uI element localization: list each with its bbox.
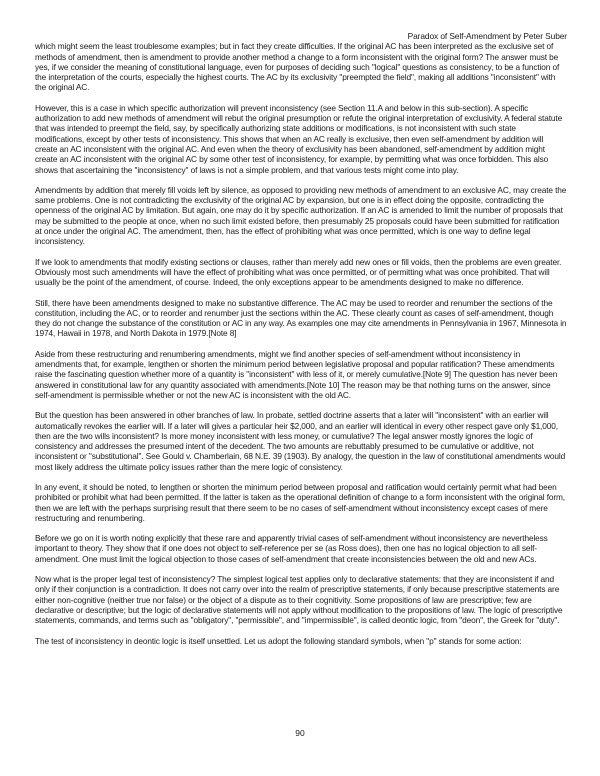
paragraph-8: In any event, it should be noted, to lengthen or shorten the minimum period between proposal and ratification would certainly permit what had been prohibited or prohibit what had been permitted. If the latter is taken as the operational definition of change to a form inconsistent with the original form, then we are left with the perhaps surprising result that there seem to be no cases of self-amendment without inconsistency except cases of mere restructuring and renumbering. bbox=[35, 481, 565, 523]
paragraph-4: If we look to amendments that modify existing sections or clauses, rather than merely add new ones or fill voids, then the problems are even greater. Obviously most such amendments will have the effect of prohibiting what was once permitted, or of permitting what was once prohibited. That will usually be the point of the amendment, of course. Indeed, the only exceptions appear to be amendments designed to make no difference. bbox=[35, 256, 562, 288]
page-header-title: Paradox of Self-Amendment by Peter Suber bbox=[407, 31, 567, 41]
paragraph-3: Amendments by addition that merely fill voids left by silence, as opposed to providing new methods of amendment to an exclusive AC, may create the same problems. One is not contradicting the exclusivity of the original AC by expansion, but one is in effect doing the opposite, contradicting the openness of the original AC by limitation. But again, one may do it by specific authorization. If an AC is amended to limit the number of proposals that may be submitted to the people at once, when no such limit existed before, then presumably 25 proposals could have been submitted for ratification at once under the original AC. The amendment, then, has the effect of prohibiting what was once permitted, which is one way to define legal inconsistency. bbox=[35, 184, 567, 247]
paragraph-5: Still, there have been amendments designed to make no substantive difference. The AC may be used to reorder and renumber the sections of the constitution, including the AC, or to reorder and renumber just the sections within the AC. These clearly count as cases of self-amendment, though they do not change the substance of the constitution or AC in any way. As examples one may cite amendments in Pennsylvania in 1967, Minnesota in 1974, Hawaii in 1978, and North Dakota in 1979.[Note 8] bbox=[35, 297, 567, 339]
paragraph-1: which might seem the least troublesome examples; but in fact they create difficulties. If the original AC has been interpreted as the exclusive set of methods of amendment, then is amendment to provide another method a change to a form inconsistent with the original form? The answer must be yes, if we consider the meaning of constitutional language, even for purposes of deciding such "logical" questions as consistency, to be a function of the interpretation of the courts, especially the highest courts. The AC by its exclusivity "preempted the field", making all additions "inconsistent" with the original AC. bbox=[35, 41, 560, 93]
paragraph-10: Now what is the proper legal test of inconsistency? The simplest logical test applies only to declarative statements: that they are inconsistent if and only if their conjunction is a contradiction. It does not carry over into the realm of prescriptive statements, if only because prescriptive statements are either non-cognitive (neither true nor false) or the object of a dispute as to their cognitivity. Some propositions of law are prescriptive; few are declarative or descriptive; but the logic of declarative statements will not apply without modification to the propositions of law. The logic of prescriptive statements, commands, and terms such as "obligatory", "permissible", and "impermissible", is called deontic logic, from "deon", the Greek for "duty". bbox=[35, 574, 563, 626]
paragraph-7: But the question has been answered in other branches of law. In probate, settled doctrine asserts that a later will "inconsistent" with an earlier will automatically revokes the earlier will. If a later will gives a particular heir $2,000, and an earlier will identical in every other respect gave only $1,000, then are the two wills inconsistent? Is more money inconsistent with less money, or cumulative? The legal answer mostly ignores the logic of consistency and addresses the presumed intent of the decedent. The two amounts are rebuttably presumed to be cumulative or additive, not inconsistent or "substitutional". See Gould v. Chamberlain, 68 N.E. 39 (1903). By analogy, the question in the law of constitutional amendments would most likely address the ultimate policy issues rather than the mere logic of consistency. bbox=[35, 410, 566, 472]
paragraph-6: Aside from these restructuring and renumbering amendments, might we find another species of self-amendment without inconsistency in amendments that, for example, lengthen or shorten the minimum period between legislative proposal and popular ratification? These amendments raise the fascinating question whether more of a quantity is "inconsistent" with less of it, or merely cumulative.[Note 9] The question has never been answered in constitutional law for any quantity associated with amendments.[Note 10] The reason may be that nothing turns on the answer, since self-amendment is permissible whether or not the new AC is inconsistent with the old AC. bbox=[35, 348, 558, 400]
paragraph-9: Before we go on it is worth noting explicitly that these rare and apparently trivial cases of self-amendment without inconsistency are nevertheless important to theory. They show that if one does not object to self-reference per se (as Ross does), then one has no logical objection to all self-amendment. One must limit the logical objection to those cases of self-amendment that create inconsistencies between the old and new ACs. bbox=[35, 533, 548, 564]
paragraph-11: The test of inconsistency in deontic logic is itself unsettled. Let us adopt the following standard symbols, when "p" stands for some action: bbox=[35, 635, 522, 646]
page-content bbox=[35, 31, 567, 656]
paragraph-2: However, this is a case in which specific authorization will prevent inconsistency (see Section 11.A and below in this sub-section). A specific authorization to add new methods of amendment will rebut the original presumption or refute the original interpretation of exclusivity. A federal statute that was intended to preempt the field, say, by specifically authorizing state additions or modifications, is not inconsistent with such state modifications, except by other tests of inconsistency. This shows that when an AC really is exclusive, then even self-amendment by addition will create an AC inconsistent with the original AC. And even when the theory of exclusivity has been abandoned, self-amendment by addition might create an AC inconsistent with the original AC by some other test of inconsistency, for example, by permitting what was once forbidden. This also shows that ascertaining the "inconsistency" of laws is not a simple problem, and that various tests might come into play. bbox=[35, 102, 563, 175]
page-number: 90 bbox=[295, 728, 305, 738]
